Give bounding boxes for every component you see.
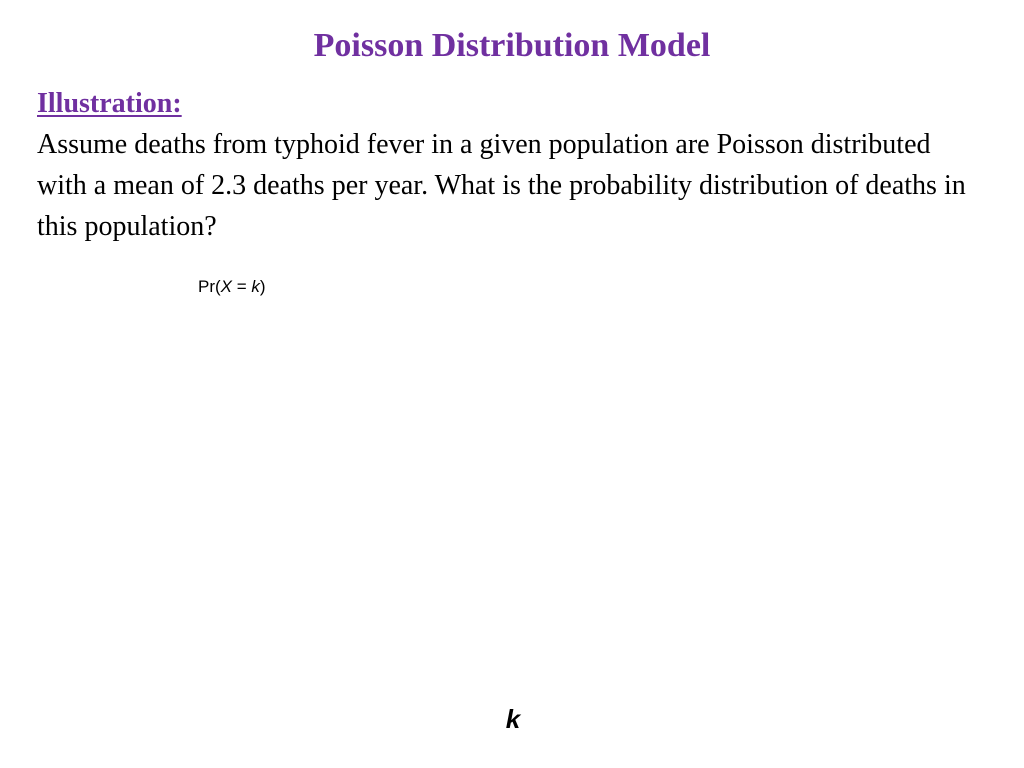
y-axis-label-part: = [232,277,252,296]
x-axis-label: k [505,704,521,734]
y-axis-label-part: k [251,277,260,296]
y-axis-label-part: Pr( [198,277,221,296]
y-axis-label-part: ) [259,277,266,296]
poisson-bar-chart [180,268,880,738]
slide-title: Poisson Distribution Model [313,27,711,64]
y-axis-label [198,277,266,296]
illustration-heading: Illustration: [37,88,182,119]
question-text: Assume deaths from typhoid fever in a given population are Poisson distributed with a mean of 2.3 deaths per year. What is the probability distribution of deaths in this population? [37,129,966,242]
y-axis-label-part: X [220,277,233,296]
